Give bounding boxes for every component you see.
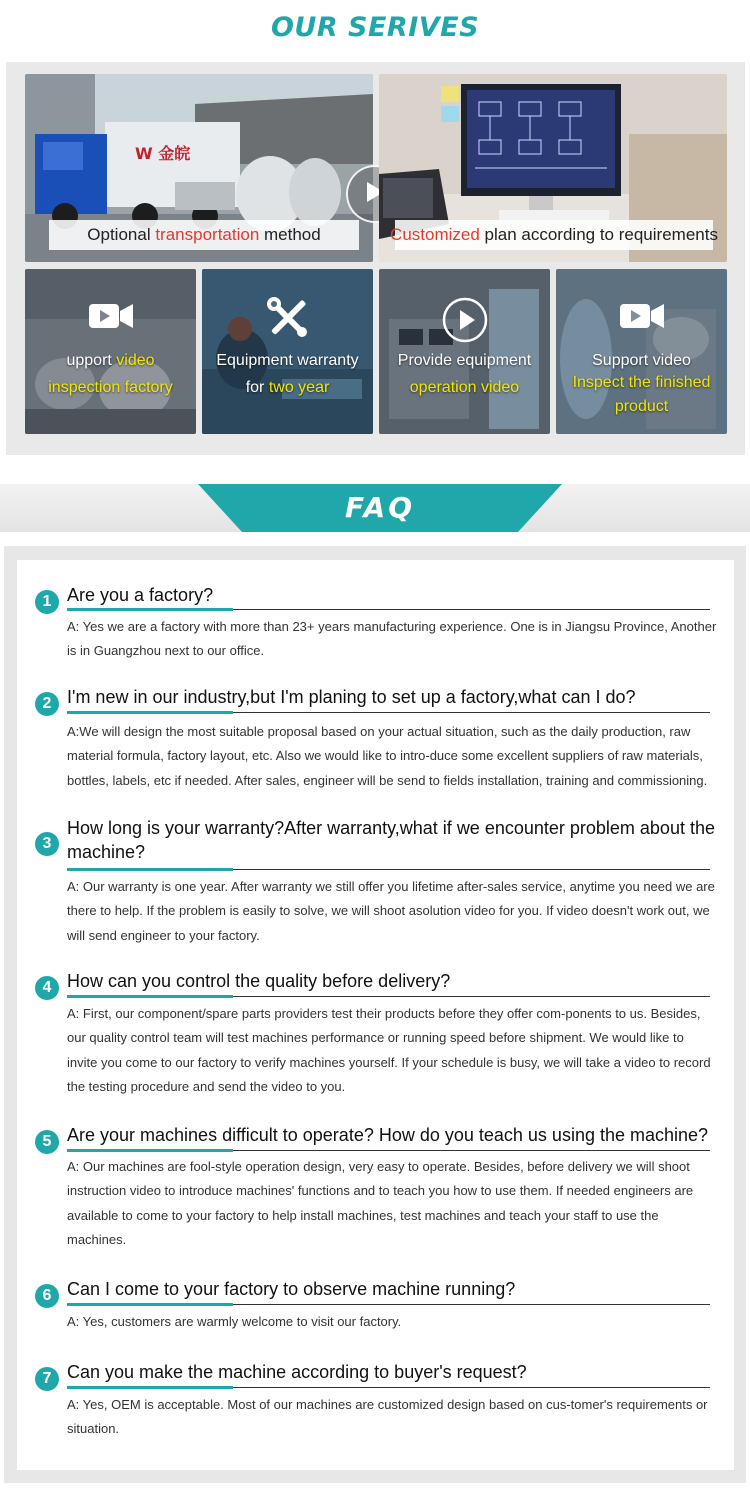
- faq-question: How long is your warranty?After warranty,what if we encounter problem about the machine?: [67, 818, 715, 862]
- faq-number-badge: 6: [35, 1284, 59, 1308]
- faq-answer: A: Yes we are a factory with more than 23+ years manufacturing experience. One is in Jiangsu Province, Another is in Guangzhou next to our office.: [67, 619, 717, 659]
- warranty-label: Equipment warranty: [216, 352, 359, 369]
- faq-number-badge: 2: [35, 692, 59, 716]
- faq-answer: A: Our machines are fool-style operation design, very easy to operate. Besides, before delivery we will shoot instruction video to introduce machines' functions and to teach you how to use them. If needed engineers are available to come to your factory to help install machines, test machines and teach your staff to use the machines.: [67, 1159, 694, 1247]
- faq-answer: A: First, our component/spare parts providers test their products before they offer com-ponents to us. Besides, our quality control team will test machines performance or running speed before shipment. We would like to invite you come to our factory to verify machines yourself. If your schedule is busy, we will take a video to record the testing procedure and send the video to you.: [67, 1006, 711, 1094]
- finished-product-label: Support video: [592, 352, 691, 369]
- faq-divider: [67, 1387, 710, 1388]
- faq-answer: A: Our warranty is one year. After warranty we still offer you lifetime after-sales service, anytime you need we are there to help. If the problem is easily to solve, we will shoot asolution video for you. If video doesn't work out, we will send engineer to your factory.: [67, 879, 715, 943]
- faq-title: FAQ: [345, 491, 415, 524]
- faq-question: Can you make the machine according to buyer's request?: [67, 1362, 527, 1382]
- finished-product-label-line3: product: [614, 398, 669, 415]
- faq-answer: A:We will design the most suitable proposal based on your actual situation, such as the daily production, raw material formula, factory layout, etc. Also we would like to intro-duce some excellent suppliers of raw materials, bottles, labels, etc if needed. After sales, engineer will be send to fields installation, training and commissioning.: [67, 724, 708, 788]
- faq-divider: [67, 996, 710, 997]
- transportation-tile[interactable]: [25, 74, 373, 262]
- faq-number-badge: 1: [35, 590, 59, 614]
- faq-divider: [67, 609, 710, 610]
- faq-divider: [67, 1304, 710, 1305]
- faq-question: How can you control the quality before delivery?: [67, 971, 451, 991]
- services-title: OUR SERIVES: [270, 12, 480, 43]
- video-camera-icon: [619, 301, 665, 336]
- faq-number-badge: 4: [35, 976, 59, 1000]
- svg-text:W 金皖: W 金皖: [135, 144, 191, 163]
- faq-question: Are your machines difficult to operate? How do you teach us using the machine?: [67, 1125, 709, 1145]
- warranty-tile[interactable]: [202, 269, 373, 434]
- faq-divider: [67, 1150, 710, 1151]
- finished-product-label-line2: Inspect the finished: [572, 374, 711, 391]
- faq-number-badge: 3: [35, 832, 59, 856]
- operation-video-label: Provide equipment: [397, 352, 532, 369]
- video-camera-icon: [88, 301, 134, 336]
- faq-question: Can I come to your factory to observe machine running?: [67, 1279, 516, 1299]
- video-inspection-label: upport video: [66, 352, 155, 369]
- finished-product-tile[interactable]: [556, 269, 727, 434]
- faq-divider: [67, 712, 710, 713]
- faq-number-badge: 5: [35, 1130, 59, 1154]
- faq-divider: [67, 869, 710, 870]
- wrench-screwdriver-icon: [267, 297, 309, 344]
- faq-answer: A: Yes, OEM is acceptable. Most of our machines are customized design based on cus-tomer's requirements or situation.: [67, 1397, 708, 1437]
- play-icon: [442, 297, 488, 348]
- faq-number-badge: 7: [35, 1367, 59, 1391]
- operation-video-tile[interactable]: [379, 269, 550, 434]
- operation-video-label-line2: operation video: [409, 379, 520, 396]
- customized-plan-tile[interactable]: [379, 74, 727, 262]
- faq-question: I'm new in our industry,but I'm planing to set up a factory,what can I do?: [67, 687, 636, 707]
- warranty-label-line2: for two year: [245, 379, 330, 396]
- customized-plan-caption: Customized plan according to requirements: [395, 220, 713, 250]
- transportation-caption: Optional transportation method: [49, 220, 359, 250]
- faq-answer: A: Yes, customers are warmly welcome to visit our factory.: [67, 1314, 402, 1329]
- video-inspection-tile[interactable]: [25, 269, 196, 434]
- faq-question: Are you a factory?: [67, 585, 214, 605]
- video-inspection-label-line2: inspection factory: [48, 379, 173, 396]
